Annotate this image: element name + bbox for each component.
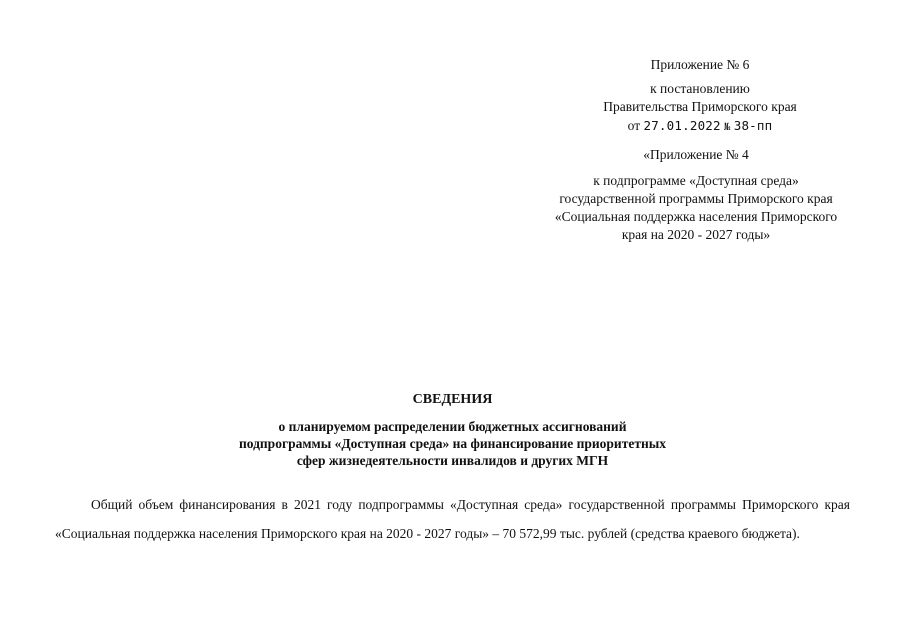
document-title: СВЕДЕНИЯ bbox=[412, 392, 493, 407]
title-line-1: о планируемом распределении бюджетных ассигнований bbox=[278, 419, 627, 434]
date-prefix: от bbox=[627, 118, 641, 133]
resolution-number: 38-пп bbox=[733, 118, 773, 133]
sub-header-line-3: «Социальная поддержка населения Приморского bbox=[554, 209, 838, 224]
appendix-title: Приложение № 6 bbox=[650, 57, 750, 72]
resolution-date-line bbox=[560, 116, 840, 138]
header-block bbox=[560, 56, 840, 138]
title-line-2: подпрограммы «Доступная среда» на финансирование приоритетных bbox=[238, 436, 667, 451]
body-paragraph: Общий объем финансирования в 2021 году подпрограммы «Доступная среда» государственной программы Приморского края «Социальная поддержка населения Приморского края на 2020 - 2027 годы» – 70 572,99 тыс. рублей (средства краевого бюджета). bbox=[55, 497, 850, 541]
number-sign: № bbox=[724, 122, 731, 133]
sub-header-line-4: края на 2020 - 2027 годы» bbox=[621, 227, 771, 242]
sub-header-line-1: к подпрограмме «Доступная среда» bbox=[593, 173, 799, 188]
title-line-3: сфер жизнедеятельности инвалидов и других МГН bbox=[296, 453, 609, 468]
sub-appendix-title: «Приложение № 4 bbox=[643, 147, 749, 162]
government-name: Правительства Приморского края bbox=[603, 99, 797, 114]
resolution-date: 27.01.2022 bbox=[643, 118, 721, 133]
sub-header-block bbox=[520, 146, 872, 244]
sub-header-line-2: государственной программы Приморского края bbox=[559, 191, 833, 206]
to-resolution: к постановлению bbox=[650, 81, 750, 96]
